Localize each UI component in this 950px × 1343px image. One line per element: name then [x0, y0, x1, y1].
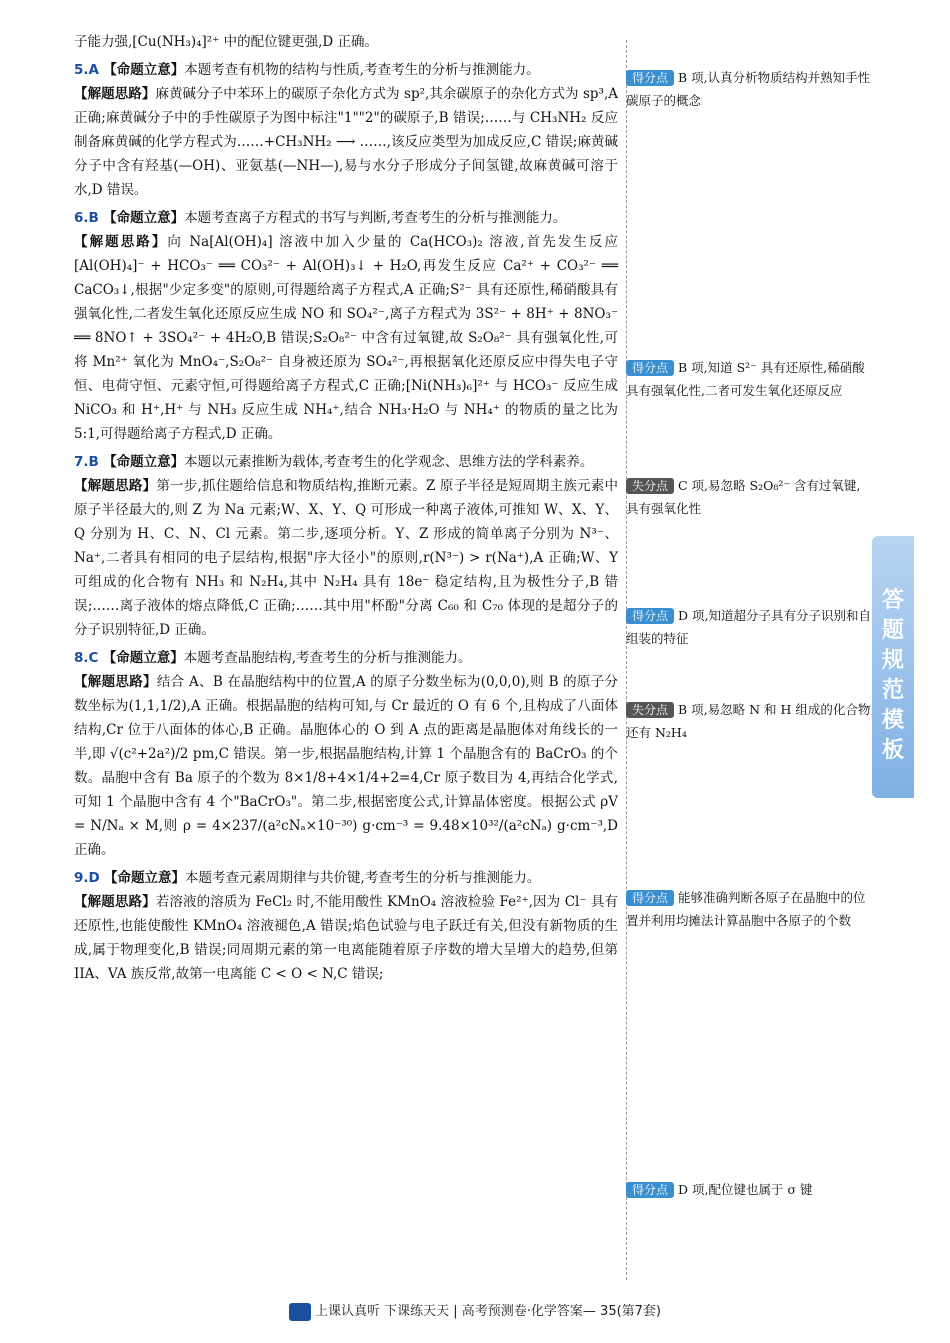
brand-logo-icon — [289, 1303, 311, 1321]
side-note — [626, 1178, 871, 1201]
side-note — [626, 66, 871, 112]
question-number: 8.C — [74, 650, 99, 666]
side-note-text: B 项,认真分析物质结构并熟知手性碳原子的概念 — [626, 70, 871, 108]
tag-approach: 【解题思路】 — [74, 86, 156, 102]
loss-badge: 失分点 — [626, 478, 674, 494]
score-badge: 得分点 — [626, 890, 674, 906]
brand-text: 上课认真听 下课练天天 — [314, 1304, 450, 1319]
score-badge: 得分点 — [626, 70, 674, 86]
page-footer: 上课认真听 下课练天天 | 高考预测卷·化学答案— 35(第7套) — [0, 1300, 950, 1321]
side-note-text: 能够准确判断各原子在晶胞中的位置并利用均摊法计算晶胞中各原子的个数 — [626, 890, 866, 928]
side-note-text: B 项,易忽略 N 和 H 组成的化合物还有 N₂H₄ — [626, 702, 871, 740]
intent-text: 本题考查有机物的结构与性质,考查考生的分析与推测能力。 — [184, 62, 540, 78]
side-tab-label: 答题规范模板 — [881, 588, 904, 763]
question-number: 9.D — [74, 870, 100, 886]
side-note — [626, 886, 871, 932]
intent-text: 本题考查离子方程式的书写与判断,考查考生的分析与推测能力。 — [184, 210, 567, 226]
score-badge: 得分点 — [626, 608, 674, 624]
tag-intent: 【命题立意】 — [103, 454, 185, 470]
side-note-text: C 项,易忽略 S₂O₈²⁻ 含有过氧键,具有强氧化性 — [626, 478, 861, 516]
approach-text: 向 Na[Al(OH)₄] 溶液中加入少量的 Ca(HCO₃)₂ 溶液,首先发生反应 [Al(OH)₄]⁻ + HCO₃⁻ ══ CO₃²⁻ + Al(OH)₃↓ + H₂O,再发生反应 Ca²⁺ + CO₃²⁻ ══ CaCO₃↓,根据"少定多变"的原则,可得题给离子方程式,A 正确;S²⁻ 具有还原性,稀硝酸具有强氧化性,二者发生氧化还原反应生成 NO 和 SO₄²⁻,离子方程式为 3S²⁻ + 8H⁺ + 8NO₃⁻ ══ 8NO↑ + 3SO₄²⁻ + 4H₂O,B 错误;S₂O₈²⁻ 中含有过氧键,故 S₂O₈²⁻ 具有强氧化性,可将 Mn²⁺ 氧化为 MnO₄⁻,S₂O₈²⁻ 自身被还原为 SO₄²⁻,再根据氧化还原反应中得失电子守恒、电荷守恒、元素守恒,可得题给离子方程式,C 正确;[Ni(NH₃)₆]²⁺ 与 HCO₃⁻ 反应生成 NiCO₃ 和 H⁺,H⁺ 与 NH₃ 反应生成 NH₄⁺,结合 NH₃·H₂O 与 NH₄⁺ 的物质的量之比为 5:1,可得题给离子方程式,D 正确。 — [74, 234, 619, 442]
approach-text: 结合 A、B 在晶胞结构中的位置,A 的原子分数坐标为(0,0,0),则 B 的原子分数坐标为(1,1,1/2),A 正确。根据晶胞的结构可知,与 Cr 最近的 O 有 6 个,且构成了八面体结构,Cr 位于八面体的体心,B 正确。晶胞体心的 O 到 A 点的距离是晶胞体对角线长的一半,即 √(c²+2a²)/2 pm,C 错误。第一步,根据晶胞结构,计算 1 个晶胞含有的 BaCrO₃ 的个数。晶胞中含有 Ba 原子的个数为 8×1/8+4×1/4+2=4,Cr 原子数目为 4,再结合化学式,可知 1 个晶胞中含有 4 个"BaCrO₃"。第二步,根据密度公式,计算晶体密度。根据公式 ρV = N/Nₐ × M,则 ρ = 4×237/(a²cNₐ×10⁻³⁰) g·cm⁻³ = 9.48×10³²/(a²cNₐ) g·cm⁻³,D 正确。 — [74, 674, 619, 858]
tag-intent: 【命题立意】 — [104, 870, 186, 886]
side-note-text: D 项,知道超分子具有分子识别和自组装的特征 — [626, 608, 871, 646]
score-badge: 得分点 — [626, 1182, 674, 1198]
intent-text: 本题以元素推断为载体,考查考生的化学观念、思维方法的学科素养。 — [184, 454, 594, 470]
side-tab — [872, 536, 914, 798]
side-note — [626, 356, 871, 402]
question-5 — [74, 58, 618, 202]
tag-approach: 【解题思路】 — [74, 478, 157, 494]
question-6 — [74, 206, 618, 446]
question-9 — [74, 866, 618, 986]
tag-intent: 【命题立意】 — [103, 210, 185, 226]
question-number: 5.A — [74, 62, 99, 78]
intent-text: 本题考查晶胞结构,考查考生的分析与推测能力。 — [183, 650, 472, 666]
intent-text: 本题考查元素周期律与共价键,考查考生的分析与推测能力。 — [185, 870, 541, 886]
side-note — [626, 474, 871, 520]
question-8 — [74, 646, 618, 862]
side-note-text: D 项,配位键也属于 σ 键 — [678, 1182, 813, 1197]
approach-text: 第一步,抓住题给信息和物质结构,推断元素。Z 原子半径是短周期主族元素中原子半径最大的,则 Z 为 Na 元素;W、X、Y、Q 可形成一种离子液体,可推知 W、X、Y、Q 分别为 H、C、N、Cl 元素。第二步,逐项分析。Y、Z 形成的简单离子分别为 N³⁻、Na⁺,二者具有相同的电子层结构,根据"序大径小"的原则,r(N³⁻) > r(Na⁺),A 正确;W、Y 可组成的化合物有 NH₃ 和 N₂H₄,其中 N₂H₄ 具有 18e⁻ 稳定结构,且为极性分子,B 错误;……离子液体的熔点降低,C 正确;……其中用"杯酚"分离 C₆₀ 和 C₇₀ 体现的是超分子的分子识别特征,D 正确。 — [74, 478, 618, 638]
approach-text: 麻黄碱分子中苯环上的碳原子杂化方式为 sp²,其余碳原子的杂化方式为 sp³,A 正确;麻黄碱分子中的手性碳原子为图中标注"1""2"的碳原子,B 错误;……与 CH₃NH₂ 反应制备麻黄碱的化学方程式为……+CH₃NH₂ ⟶ ……,该反应类型为加成反应,C 错误;麻黄碱分子中含有羟基(—OH)、亚氨基(—NH—),易与水分子形成分子间氢键,故麻黄碱可溶于水,D 错误。 — [74, 86, 618, 198]
top-line: 子能力强,[Cu(NH₃)₄]²⁺ 中的配位键更强,D 正确。 — [74, 34, 379, 50]
tag-approach: 【解题思路】 — [74, 894, 156, 910]
side-note — [626, 698, 871, 744]
approach-text: 若溶液的溶质为 FeCl₂ 时,不能用酸性 KMnO₄ 溶液检验 Fe²⁺,因为 Cl⁻ 具有还原性,也能使酸性 KMnO₄ 溶液褪色,A 错误;焰色试验与电子跃迁有关,但没有新物质的生成,属于物理变化,B 错误;同周期元素的第一电离能随着原子序数的增大呈增大的趋势,但第 IIA、VA 族反常,故第一电离能 C < O < N,C 错误; — [74, 894, 618, 982]
tag-intent: 【命题立意】 — [103, 62, 185, 78]
loss-badge: 失分点 — [626, 702, 674, 718]
column-divider — [626, 40, 627, 1280]
answer-column — [74, 30, 618, 986]
question-number: 6.B — [74, 210, 99, 226]
tag-intent: 【命题立意】 — [102, 650, 184, 666]
question-7 — [74, 450, 618, 642]
side-note — [626, 604, 871, 650]
score-badge: 得分点 — [626, 360, 674, 376]
tag-approach: 【解题思路】 — [74, 234, 168, 250]
tag-approach: 【解题思路】 — [74, 674, 157, 690]
side-note-text: B 项,知道 S²⁻ 具有还原性,稀硝酸具有强氧化性,二者可发生氧化还原反应 — [626, 360, 865, 398]
question-number: 7.B — [74, 454, 99, 470]
footer-title: 高考预测卷·化学答案— 35(第7套) — [461, 1304, 662, 1319]
